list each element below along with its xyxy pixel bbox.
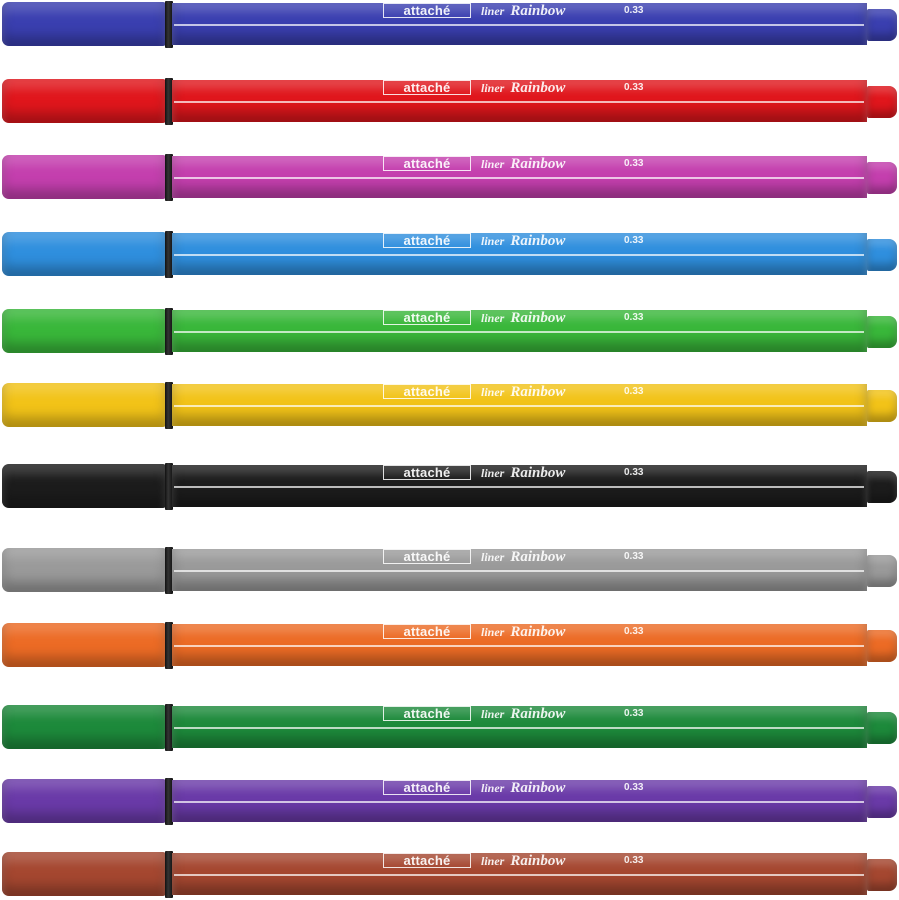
pen-cap (2, 852, 166, 896)
tip-size-label: 0.33 (624, 782, 644, 793)
brand-logo: attaché (403, 706, 451, 721)
model-name: Rainbow (510, 156, 566, 172)
pen-end-plug (867, 555, 897, 587)
barrel-stripe (174, 101, 864, 103)
pen-purple (0, 777, 899, 827)
model-label (481, 384, 565, 400)
brand-logo-box (383, 80, 471, 95)
model-name: Rainbow (510, 780, 566, 796)
line-label: liner (481, 707, 505, 721)
brand-logo-box (383, 156, 471, 171)
barrel-stripe (174, 331, 864, 333)
model-name: Rainbow (510, 624, 566, 640)
pen-light-blue (0, 230, 899, 280)
pen-cap (2, 705, 166, 749)
brand-logo-box (383, 624, 471, 639)
model-name: Rainbow (510, 310, 566, 326)
model-name: Rainbow (510, 549, 566, 565)
brand-logo-box (383, 853, 471, 868)
tip-size-label: 0.33 (624, 312, 644, 323)
tip-size-label: 0.33 (624, 626, 644, 637)
tip-size-label: 0.33 (624, 82, 644, 93)
pen-cap (2, 79, 166, 123)
pen-end-plug (867, 239, 897, 271)
pen-yellow (0, 381, 899, 431)
pen-end-plug (867, 471, 897, 503)
pen-end-plug (867, 9, 897, 41)
pen-end-plug (867, 786, 897, 818)
model-label (481, 706, 565, 722)
line-label: liner (481, 625, 505, 639)
brand-logo-box (383, 706, 471, 721)
barrel-stripe (174, 177, 864, 179)
pen-cap (2, 464, 166, 508)
model-label (481, 465, 565, 481)
model-label (481, 3, 565, 19)
tip-size-label: 0.33 (624, 5, 644, 16)
model-label (481, 549, 565, 565)
line-label: liner (481, 466, 505, 480)
barrel-stripe (174, 570, 864, 572)
model-label (481, 156, 565, 172)
tip-size-label: 0.33 (624, 158, 644, 169)
pen-orange (0, 621, 899, 671)
brand-logo: attaché (403, 3, 451, 18)
pen-brown (0, 850, 899, 900)
pen-cap (2, 309, 166, 353)
tip-size-label: 0.33 (624, 855, 644, 866)
line-label: liner (481, 4, 505, 18)
pen-dark-green (0, 703, 899, 753)
barrel-stripe (174, 486, 864, 488)
barrel-stripe (174, 645, 864, 647)
barrel-stripe (174, 405, 864, 407)
brand-logo: attaché (403, 233, 451, 248)
brand-logo: attaché (403, 80, 451, 95)
pen-end-plug (867, 712, 897, 744)
brand-logo: attaché (403, 549, 451, 564)
pen-cap (2, 155, 166, 199)
barrel-stripe (174, 24, 864, 26)
pen-green (0, 307, 899, 357)
model-name: Rainbow (510, 706, 566, 722)
pen-gray (0, 546, 899, 596)
pen-end-plug (867, 859, 897, 891)
model-name: Rainbow (510, 853, 566, 869)
model-label (481, 624, 565, 640)
pen-end-plug (867, 316, 897, 348)
model-label (481, 310, 565, 326)
barrel-stripe (174, 874, 864, 876)
pen-end-plug (867, 86, 897, 118)
line-label: liner (481, 157, 505, 171)
line-label: liner (481, 385, 505, 399)
pen-end-plug (867, 390, 897, 422)
tip-size-label: 0.33 (624, 467, 644, 478)
pen-magenta (0, 153, 899, 203)
line-label: liner (481, 550, 505, 564)
model-label (481, 853, 565, 869)
line-label: liner (481, 81, 505, 95)
brand-logo-box (383, 549, 471, 564)
pen-blue (0, 0, 899, 50)
brand-logo: attaché (403, 624, 451, 639)
brand-logo-box (383, 465, 471, 480)
brand-logo: attaché (403, 310, 451, 325)
brand-logo-box (383, 384, 471, 399)
model-name: Rainbow (510, 384, 566, 400)
brand-logo: attaché (403, 780, 451, 795)
brand-logo-box (383, 233, 471, 248)
pen-cap (2, 232, 166, 276)
pen-end-plug (867, 630, 897, 662)
pen-black (0, 462, 899, 512)
line-label: liner (481, 781, 505, 795)
pen-cap (2, 548, 166, 592)
pen-cap (2, 383, 166, 427)
model-name: Rainbow (510, 233, 566, 249)
barrel-stripe (174, 801, 864, 803)
pen-cap (2, 779, 166, 823)
model-label (481, 233, 565, 249)
model-label (481, 80, 565, 96)
tip-size-label: 0.33 (624, 386, 644, 397)
model-label (481, 780, 565, 796)
pen-end-plug (867, 162, 897, 194)
pen-cap (2, 623, 166, 667)
brand-logo: attaché (403, 853, 451, 868)
brand-logo-box (383, 310, 471, 325)
tip-size-label: 0.33 (624, 551, 644, 562)
brand-logo: attaché (403, 384, 451, 399)
model-name: Rainbow (510, 3, 566, 19)
brand-logo: attaché (403, 156, 451, 171)
pen-cap (2, 2, 166, 46)
brand-logo-box (383, 780, 471, 795)
model-name: Rainbow (510, 80, 566, 96)
line-label: liner (481, 234, 505, 248)
tip-size-label: 0.33 (624, 235, 644, 246)
barrel-stripe (174, 727, 864, 729)
pen-red (0, 77, 899, 127)
brand-logo: attaché (403, 465, 451, 480)
model-name: Rainbow (510, 465, 566, 481)
line-label: liner (481, 854, 505, 868)
barrel-stripe (174, 254, 864, 256)
brand-logo-box (383, 3, 471, 18)
line-label: liner (481, 311, 505, 325)
tip-size-label: 0.33 (624, 708, 644, 719)
